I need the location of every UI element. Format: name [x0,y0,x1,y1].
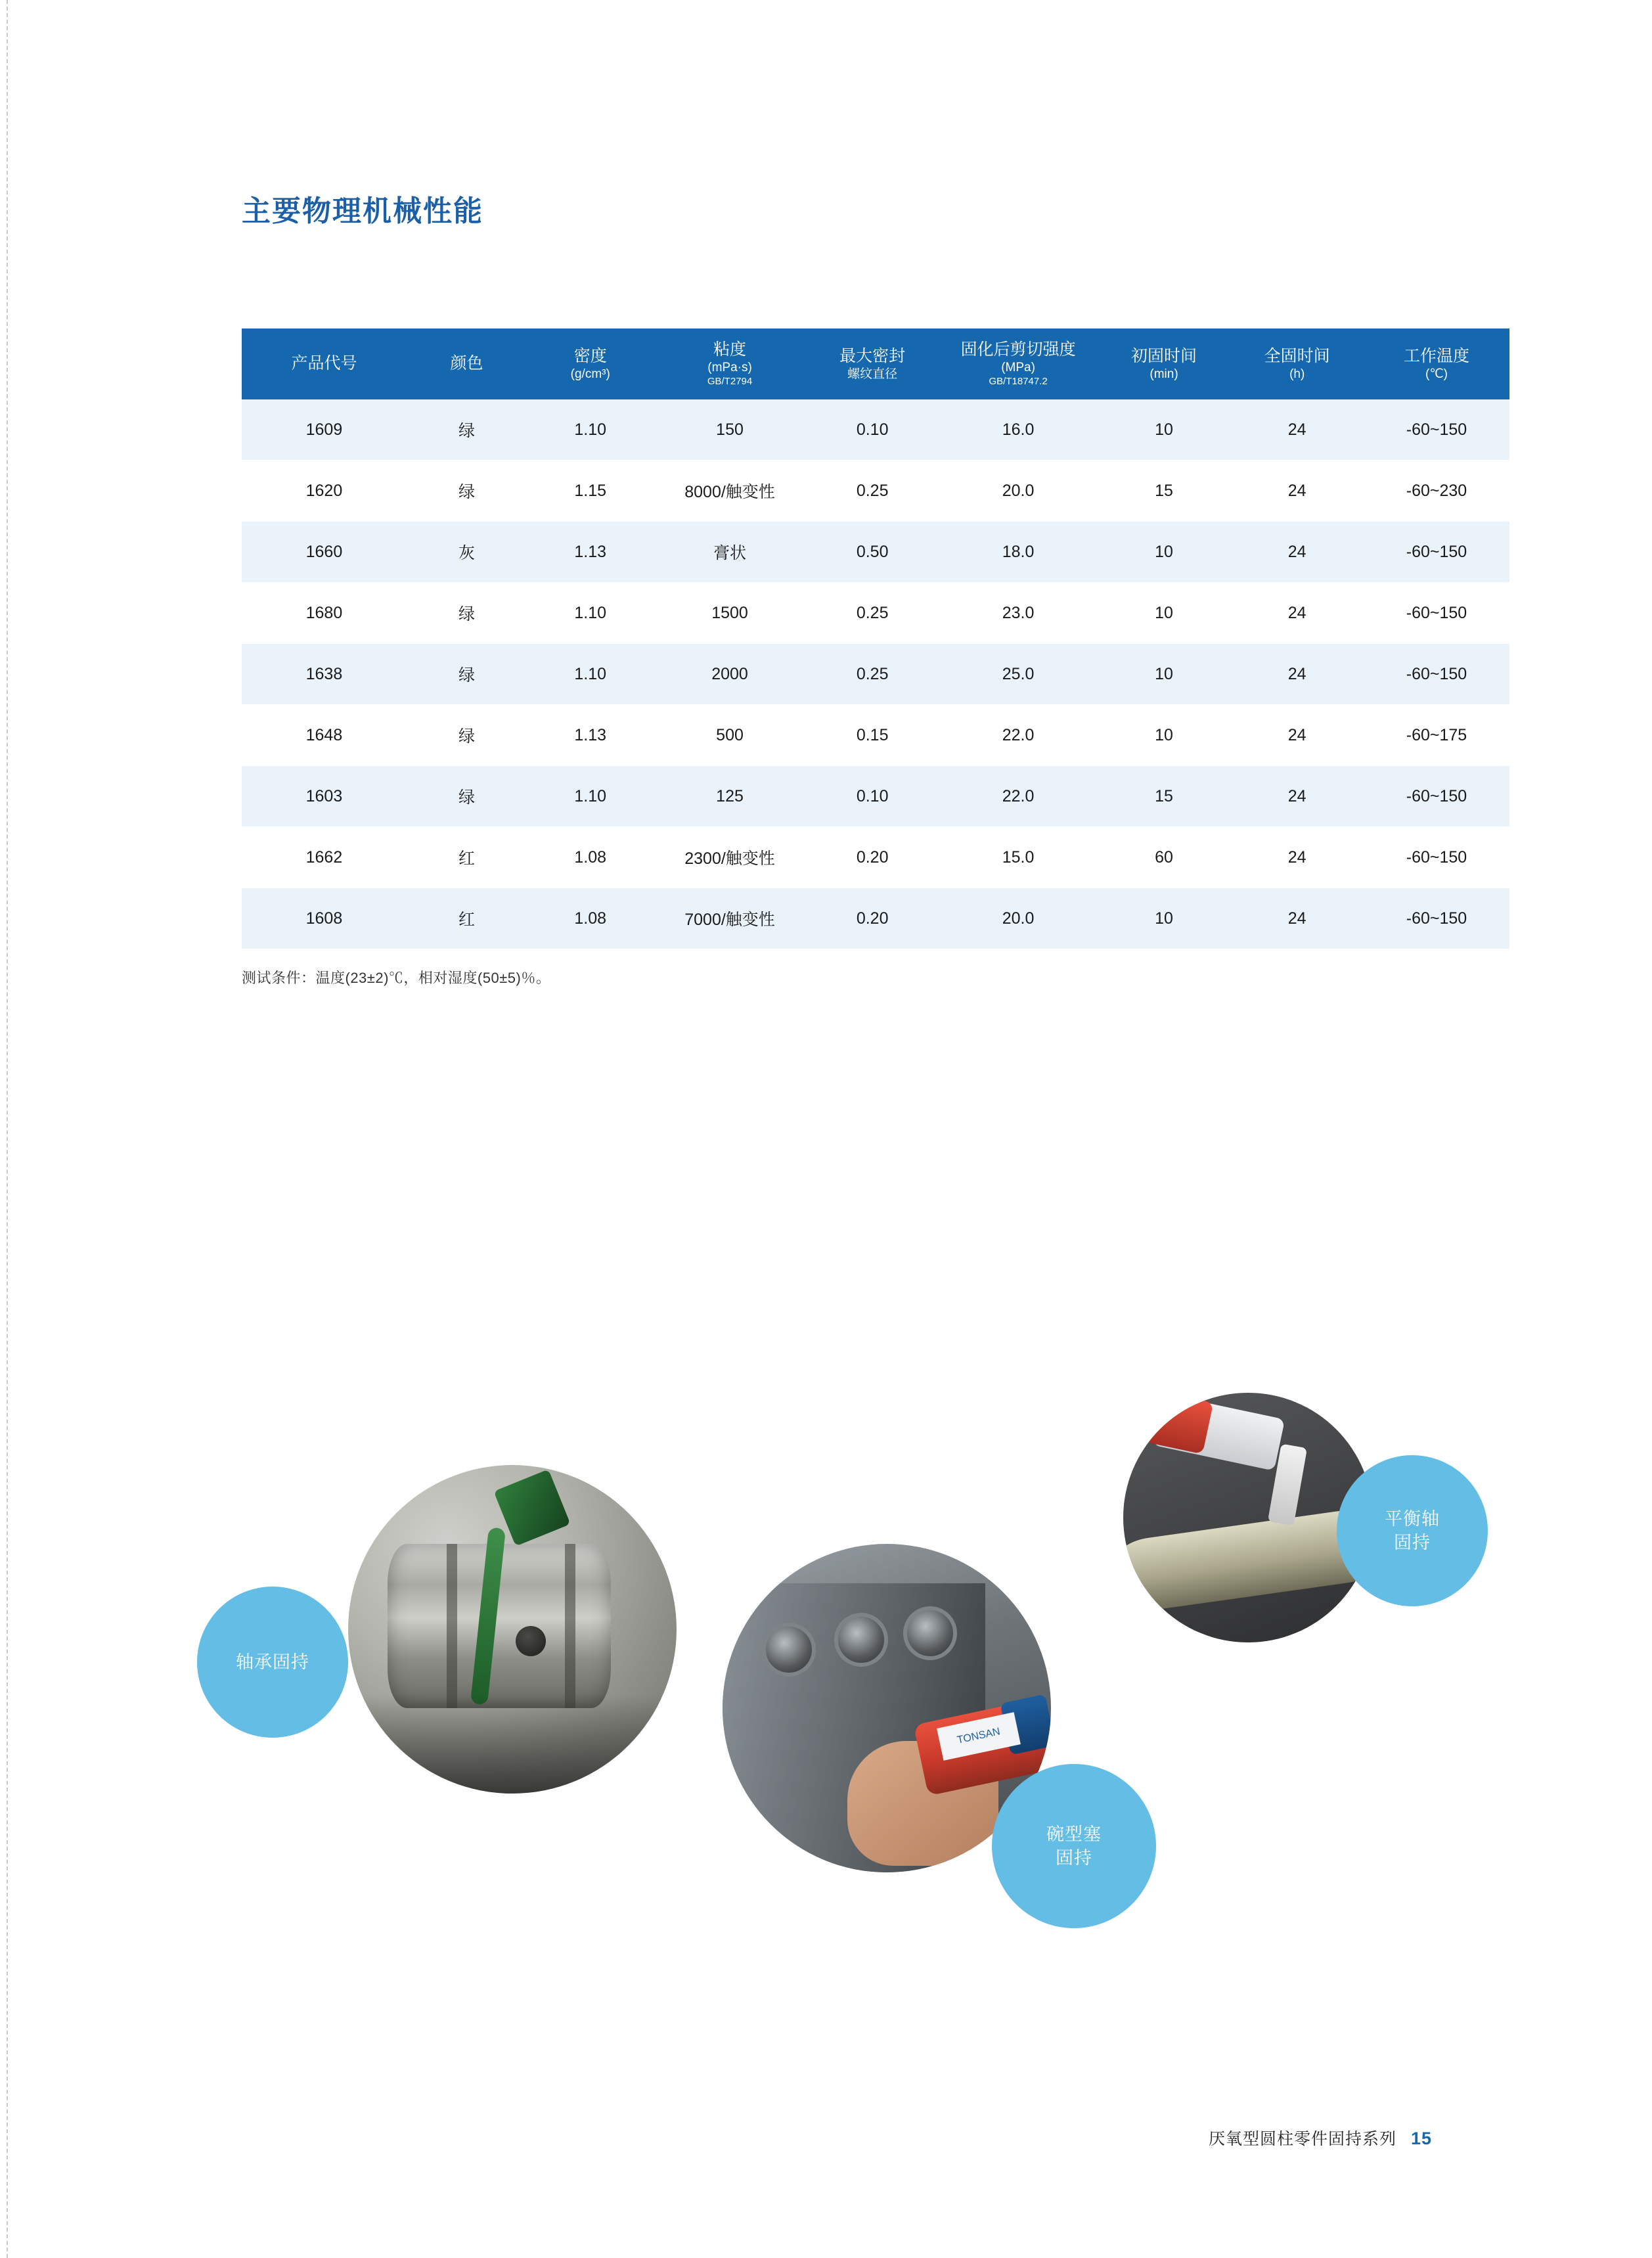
cell-full-cure: 24 [1230,522,1364,583]
table-row [242,522,1509,583]
cell-color: 绿 [407,583,527,644]
cell-full-cure: 24 [1230,705,1364,766]
col-header-label: 全固时间 [1264,346,1330,365]
footer-series-name: 厌氧型圆柱零件固持系列 [1208,2130,1396,2148]
col-header-unit: (℃) [1425,367,1448,381]
photo2-bottle-label: TONSAN [937,1712,1021,1761]
cell-full-cure: 24 [1230,827,1364,888]
col-header-label-2: 螺纹直径 [847,367,898,381]
cell-product-code: 1648 [242,705,407,766]
cell-fixture-time: 10 [1098,399,1231,461]
cell-temperature: -60~150 [1364,827,1509,888]
photo-bearing-retaining [348,1465,677,1794]
col-header-unit: (MPa) [1001,361,1035,375]
cell-product-code: 1638 [242,644,407,705]
table-row [242,705,1509,766]
col-header-density [527,328,654,399]
cell-color: 灰 [407,522,527,583]
cell-density: 1.08 [527,888,654,949]
page-footer [1209,2126,1432,2150]
photo1-dispenser-nozzle [493,1469,570,1546]
cell-viscosity: 7000/触变性 [654,888,806,949]
col-header-fixture-time [1098,328,1231,399]
bubble-label-wrap [1046,1822,1102,1870]
cell-temperature: -60~175 [1364,705,1509,766]
cell-temperature: -60~150 [1364,766,1509,827]
cell-fixture-time: 10 [1098,644,1231,705]
photo3-bottle-body [1145,1393,1214,1454]
cell-max-thread: 0.20 [806,888,939,949]
cell-color: 绿 [407,461,527,522]
col-header-label: 工作温度 [1403,346,1469,365]
col-header-label: 最大密封 [839,346,906,365]
cell-shear: 20.0 [939,461,1097,522]
cell-product-code: 1680 [242,583,407,644]
cell-viscosity: 膏状 [654,522,806,583]
table-row [242,399,1509,461]
cell-viscosity: 2000 [654,644,806,705]
cell-density: 1.10 [527,399,654,461]
col-header-label: 初固时间 [1131,346,1197,365]
col-header-unit: (h) [1289,367,1305,381]
cell-shear: 23.0 [939,583,1097,644]
col-header-color [407,328,527,399]
cell-fixture-time: 10 [1098,583,1231,644]
cell-max-thread: 0.20 [806,827,939,888]
photo1-groove [565,1544,575,1708]
photo2-bore [834,1613,888,1667]
bubble-label-line1: 平衡轴 [1385,1508,1440,1529]
cell-color: 绿 [407,766,527,827]
cell-product-code: 1603 [242,766,407,827]
col-header-working-temperature [1364,328,1509,399]
cell-shear: 22.0 [939,766,1097,827]
col-header-unit: (g/cm³) [570,367,610,381]
cell-viscosity: 1500 [654,583,806,644]
label-bubble-cup-plug-retaining [992,1764,1156,1928]
cell-full-cure: 24 [1230,461,1364,522]
cell-product-code: 1620 [242,461,407,522]
cell-shear: 15.0 [939,827,1097,888]
cell-temperature: -60~150 [1364,583,1509,644]
cell-fixture-time: 15 [1098,461,1231,522]
col-header-label: 密度 [573,346,607,365]
footer-page-number: 15 [1410,2129,1432,2148]
cell-density: 1.13 [527,705,654,766]
photo3-balance-shaft [1123,1506,1373,1615]
cell-color: 绿 [407,705,527,766]
cell-max-thread: 0.25 [806,583,939,644]
cell-max-thread: 0.10 [806,766,939,827]
application-photos-section [0,1393,1652,1984]
photo-balance-shaft-retaining [1123,1393,1373,1642]
label-bubble-balance-shaft-retaining [1337,1455,1488,1606]
cell-product-code: 1662 [242,827,407,888]
cell-full-cure: 24 [1230,399,1364,461]
cell-shear: 16.0 [939,399,1097,461]
cell-fixture-time: 10 [1098,888,1231,949]
cell-full-cure: 24 [1230,888,1364,949]
cell-density: 1.10 [527,644,654,705]
photo1-bore-hole [516,1626,546,1656]
label-bubble-bearing-retaining [197,1587,348,1738]
cell-viscosity: 500 [654,705,806,766]
cell-viscosity: 8000/触变性 [654,461,806,522]
col-header-full-cure-time [1230,328,1364,399]
col-header-standard: GB/T18747.2 [989,376,1048,388]
cell-viscosity: 125 [654,766,806,827]
photo1-groove [447,1544,457,1708]
cell-fixture-time: 10 [1098,522,1231,583]
col-header-standard: GB/T2794 [707,376,753,388]
cell-product-code: 1608 [242,888,407,949]
photo1-shadow [348,1695,677,1794]
bubble-label-line2: 固持 [1394,1533,1431,1552]
cell-density: 1.15 [527,461,654,522]
cell-max-thread: 0.25 [806,644,939,705]
cell-density: 1.13 [527,522,654,583]
cell-max-thread: 0.50 [806,522,939,583]
spec-table [242,328,1509,949]
bubble-label-wrap [1385,1507,1440,1555]
test-conditions-note: 测试条件：温度(23±2)℃，相对湿度(50±5)％。 [242,970,551,986]
col-header-unit: (min) [1150,367,1178,381]
cell-max-thread: 0.15 [806,705,939,766]
cell-product-code: 1660 [242,522,407,583]
bubble-label-line1: 轴承固持 [236,1652,309,1672]
cell-temperature: -60~150 [1364,888,1509,949]
col-header-unit: (mPa·s) [707,361,752,375]
cell-color: 红 [407,888,527,949]
cell-shear: 20.0 [939,888,1097,949]
col-header-label: 固化后剪切强度 [960,340,1076,359]
page-title: 主要物理机械性能 [242,195,483,227]
cell-temperature: -60~150 [1364,522,1509,583]
table-body [242,399,1509,949]
cell-full-cure: 24 [1230,766,1364,827]
cell-color: 绿 [407,399,527,461]
cell-fixture-time: 60 [1098,827,1231,888]
cell-max-thread: 0.10 [806,399,939,461]
cell-temperature: -60~150 [1364,644,1509,705]
col-header-shear-strength [939,328,1097,399]
col-header-product-code [242,328,407,399]
col-header-label: 粘度 [713,340,747,359]
col-header-label: 产品代号 [291,354,357,373]
photo2-bore [903,1606,957,1660]
cell-viscosity: 2300/触变性 [654,827,806,888]
bubble-label-line1: 碗型塞 [1046,1824,1102,1844]
cell-density: 1.10 [527,766,654,827]
cell-product-code: 1609 [242,399,407,461]
cell-viscosity: 150 [654,399,806,461]
cell-fixture-time: 15 [1098,766,1231,827]
table-header-row [242,328,1509,399]
cell-shear: 25.0 [939,644,1097,705]
col-header-label: 颜色 [450,354,483,373]
cell-max-thread: 0.25 [806,461,939,522]
table-row [242,827,1509,888]
col-header-max-thread-diameter [806,328,939,399]
cell-shear: 22.0 [939,705,1097,766]
cell-temperature: -60~230 [1364,461,1509,522]
cell-color: 绿 [407,644,527,705]
table-row [242,644,1509,705]
cell-full-cure: 24 [1230,583,1364,644]
cell-density: 1.10 [527,583,654,644]
cell-full-cure: 24 [1230,644,1364,705]
spec-table-container [242,328,1509,949]
photo2-bore [762,1623,816,1677]
bubble-label-line2: 固持 [1056,1848,1092,1868]
cell-color: 红 [407,827,527,888]
table-row [242,888,1509,949]
table-row [242,583,1509,644]
col-header-viscosity [654,328,806,399]
cell-shear: 18.0 [939,522,1097,583]
table-row [242,766,1509,827]
table-row [242,461,1509,522]
cell-temperature: -60~150 [1364,399,1509,461]
cell-density: 1.08 [527,827,654,888]
cell-fixture-time: 10 [1098,705,1231,766]
